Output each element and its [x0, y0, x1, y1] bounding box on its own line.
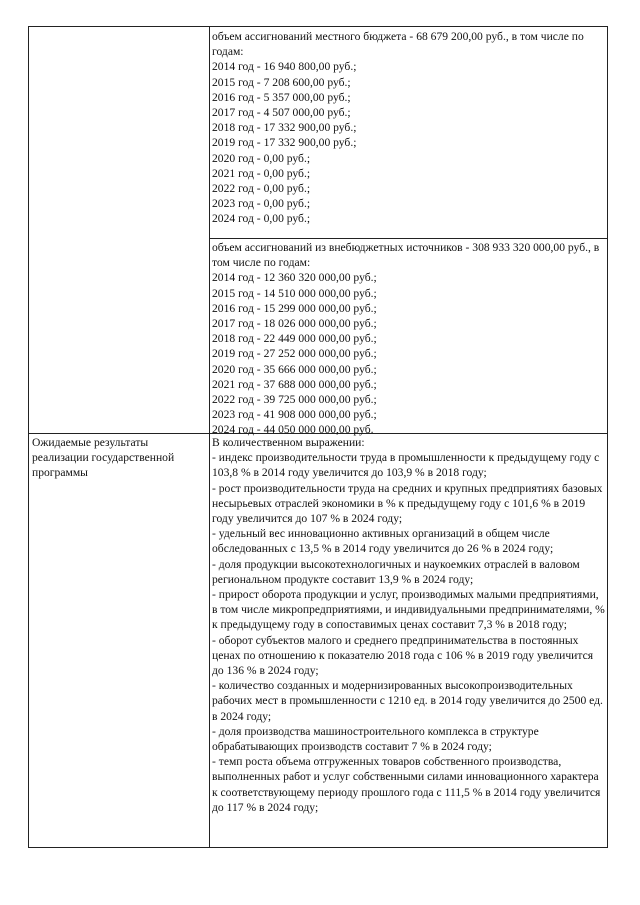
local-budget-intro: объем ассигнований местного бюджета - 68 679 200,00 руб., в том числе по годам:	[212, 30, 584, 59]
extra-budget-year: 2021 год - 37 688 000 000,00 руб.;	[212, 377, 377, 391]
result-item: - удельный вес инновационно активных организаций в общем числе обследованных с 13,5 % в 2014 году увеличится до 26 % в 2024 году;	[212, 527, 554, 556]
result-item: - доля продукции высокотехнологичных и наукоемких отраслей в валовом региональном продукте составит 13,9 % в 2024 году;	[212, 557, 580, 586]
extra-budget-year: 2016 год - 15 299 000 000,00 руб.;	[212, 301, 377, 315]
extra-budget-year: 2019 год - 27 252 000 000,00 руб.;	[212, 347, 377, 361]
results-label: Ожидаемые результаты реализации государственной программы	[32, 436, 175, 480]
local-budget-year: 2023 год - 0,00 руб.;	[212, 197, 311, 211]
result-item: - доля производства машиностроительного комплекса в структуре обрабатывающих производств составит 7 % в 2024 году;	[212, 724, 539, 754]
extra-budget-year: 2024 год - 44 050 000 000,00 руб.	[212, 423, 374, 437]
extra-budget-year: 2015 год - 14 510 000 000,00 руб.;	[212, 286, 377, 300]
result-item: - количество созданных и модернизированных высокопроизводительных рабочих мест в промышленности с 1210 ед. в 2014 году увеличится до 2500 ед. в 2024 году;	[212, 679, 603, 723]
result-item: - рост производительности труда на средних и крупных предприятиях базовых несырьевых отраслей экономики в % к предыдущему году с 101,6 % в 2019 году увеличится до 107 % в 2024 году;	[212, 481, 603, 526]
extra-budget-cell	[212, 240, 605, 438]
result-item: - индекс производительности труда в промышленности к предыдущему году с 103,8 % в 2014 году увеличится до 103,9 % в 2018 году;	[212, 451, 600, 480]
result-item: - темп роста объема отгруженных товаров собственного производства, выполненных работ и услуг собственными силами инновационного характера к соответствующему периоду прошлого года с 111,5 % в 2014 году увеличится до 117 % в 2024 году;	[212, 755, 601, 814]
extra-budget-year: 2023 год - 41 908 000 000,00 руб.;	[212, 408, 377, 422]
row-divider-budget	[209, 238, 607, 239]
results-heading: В количественном выражении:	[212, 436, 365, 449]
extra-budget-intro: объем ассигнований из внебюджетных источников - 308 933 320 000,00 руб., в том числе по годам:	[212, 241, 600, 270]
local-budget-year: 2016 год - 5 357 000,00 руб.;	[212, 90, 351, 104]
extra-budget-year: 2017 год - 18 026 000 000,00 руб.;	[212, 317, 377, 331]
local-budget-cell	[212, 29, 605, 227]
column-divider	[209, 27, 210, 847]
local-budget-year: 2018 год - 17 332 900,00 руб.;	[212, 121, 357, 135]
result-item: - прирост оборота продукции и услуг, производимых малыми предприятиями, в том числе микропредприятиями, и индивидуальными предпринимателями, % к предыдущему году в сопоставимых ценах составит 7,3 % в 2018 году;	[212, 588, 605, 632]
local-budget-year: 2020 год - 0,00 руб.;	[212, 151, 311, 165]
local-budget-year: 2017 год - 4 507 000,00 руб.;	[212, 106, 351, 120]
local-budget-year: 2015 год - 7 208 600,00 руб.;	[212, 75, 351, 89]
local-budget-year: 2019 год - 17 332 900,00 руб.;	[212, 136, 357, 150]
extra-budget-year: 2020 год - 35 666 000 000,00 руб.;	[212, 362, 377, 376]
extra-budget-year: 2018 год - 22 449 000 000,00 руб.;	[212, 332, 377, 346]
local-budget-year: 2014 год - 16 940 800,00 руб.;	[212, 60, 357, 74]
results-cell	[212, 435, 605, 815]
extra-budget-year: 2022 год - 39 725 000 000,00 руб.;	[212, 393, 377, 407]
program-passport-table	[28, 26, 608, 848]
result-item: - оборот субъектов малого и среднего предпринимательства в постоянных ценах по отношению к показателю 2018 года с 106 % в 2019 году увеличится до 136 % в 2024 году;	[212, 633, 594, 678]
local-budget-year: 2022 год - 0,00 руб.;	[212, 182, 311, 196]
extra-budget-year: 2014 год - 12 360 320 000,00 руб.;	[212, 271, 377, 285]
local-budget-year: 2024 год - 0,00 руб.;	[212, 212, 311, 226]
local-budget-year: 2021 год - 0,00 руб.;	[212, 166, 311, 180]
